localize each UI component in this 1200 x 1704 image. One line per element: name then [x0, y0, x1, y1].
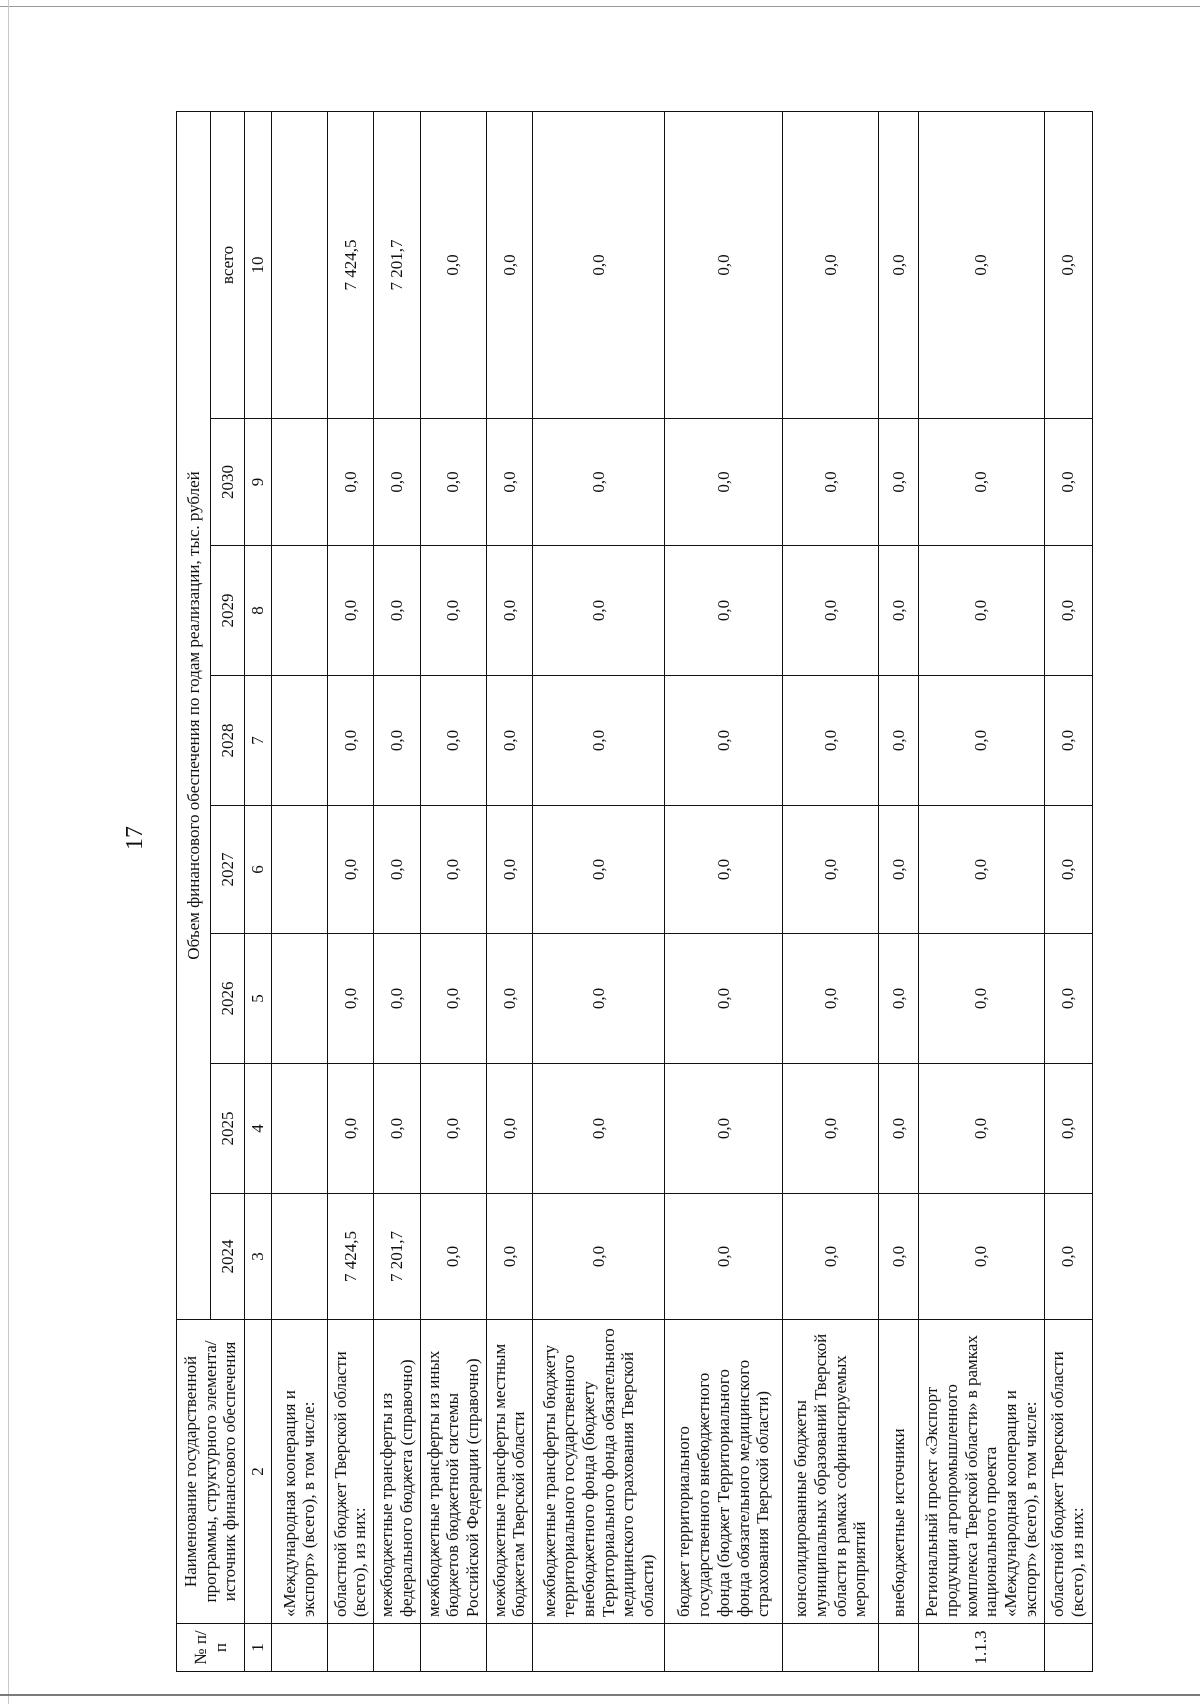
row-value: 0,0 — [533, 546, 665, 676]
row-value: 0,0 — [533, 934, 665, 1064]
table-row — [919, 111, 1044, 1671]
table-row — [533, 111, 665, 1671]
row-value: 0,0 — [327, 934, 373, 1064]
row-value: 0,0 — [783, 546, 879, 676]
row-value: 0,0 — [665, 111, 783, 418]
row-value: 0,0 — [783, 419, 879, 546]
row-value: 7 424,5 — [327, 1194, 373, 1320]
row-number — [665, 1624, 783, 1672]
row-value: 0,0 — [783, 934, 879, 1064]
table-row — [271, 111, 327, 1671]
header-year: 2028 — [211, 676, 245, 806]
row-value: 0,0 — [783, 806, 879, 934]
row-number: 1.1.3 — [919, 1624, 1044, 1672]
row-value: 0,0 — [486, 1064, 532, 1194]
page-number: 17 — [122, 826, 148, 850]
page-edge-left — [8, 0, 9, 1704]
page-edge-bottom — [0, 1694, 1200, 1696]
row-number — [420, 1624, 486, 1672]
header-total: всего — [211, 111, 245, 418]
row-value: 0,0 — [533, 419, 665, 546]
row-name: внебюджетные источники — [879, 1320, 919, 1624]
row-value: 0,0 — [879, 111, 919, 418]
row-number — [1044, 1624, 1092, 1672]
row-value: 0,0 — [665, 1064, 783, 1194]
row-value: 0,0 — [783, 1194, 879, 1320]
row-value — [271, 806, 327, 934]
row-value: 0,0 — [533, 1194, 665, 1320]
row-value: 7 201,7 — [374, 1194, 420, 1320]
row-value: 0,0 — [533, 111, 665, 418]
row-value: 0,0 — [1044, 934, 1092, 1064]
row-value: 0,0 — [533, 676, 665, 806]
header-year: 2030 — [211, 419, 245, 546]
row-value: 0,0 — [1044, 1194, 1092, 1320]
row-number — [879, 1624, 919, 1672]
column-index: 3 — [245, 1194, 272, 1320]
row-value: 0,0 — [1044, 111, 1092, 418]
row-number — [374, 1624, 420, 1672]
row-value: 0,0 — [420, 806, 486, 934]
row-name: областной бюджет Тверской области (всего), из них: — [1044, 1320, 1092, 1624]
row-value: 0,0 — [665, 934, 783, 1064]
row-value: 0,0 — [374, 806, 420, 934]
row-value: 0,0 — [374, 1064, 420, 1194]
row-value: 7 424,5 — [327, 111, 373, 418]
row-value: 0,0 — [1044, 419, 1092, 546]
row-value: 0,0 — [879, 419, 919, 546]
table-row — [879, 111, 919, 1671]
row-value: 0,0 — [374, 676, 420, 806]
row-value: 0,0 — [919, 1194, 1044, 1320]
row-value: 0,0 — [665, 806, 783, 934]
row-value — [271, 1064, 327, 1194]
row-value: 0,0 — [374, 419, 420, 546]
column-index: 9 — [245, 419, 272, 546]
table-row — [327, 111, 373, 1671]
row-value: 0,0 — [919, 111, 1044, 418]
row-value: 0,0 — [327, 546, 373, 676]
row-value: 0,0 — [420, 934, 486, 1064]
table-row — [420, 111, 486, 1671]
row-value: 0,0 — [1044, 806, 1092, 934]
row-value: 0,0 — [919, 1064, 1044, 1194]
row-value: 0,0 — [919, 676, 1044, 806]
row-number — [327, 1624, 373, 1672]
row-value: 0,0 — [420, 1064, 486, 1194]
row-value: 0,0 — [486, 934, 532, 1064]
row-value: 0,0 — [783, 1064, 879, 1194]
column-index: 8 — [245, 546, 272, 676]
header-year: 2025 — [211, 1064, 245, 1194]
column-index: 1 — [245, 1624, 272, 1672]
row-value: 0,0 — [420, 1194, 486, 1320]
column-index: 10 — [245, 111, 272, 418]
column-index: 5 — [245, 934, 272, 1064]
row-value: 0,0 — [374, 934, 420, 1064]
row-value: 0,0 — [919, 546, 1044, 676]
row-value: 0,0 — [919, 934, 1044, 1064]
row-value: 0,0 — [1044, 1064, 1092, 1194]
financing-table — [176, 111, 1093, 1672]
header-name: Наименование государственной программы, структурного элемента/источник финансового обеспечения — [177, 1320, 245, 1624]
row-value: 0,0 — [486, 806, 532, 934]
row-value: 0,0 — [486, 546, 532, 676]
row-name: межбюджетные трансферты бюджету территориального государственного внебюджетного фонда (бюджету Территориального фонда обязательного медицинского страхования Тверской области) — [533, 1320, 665, 1624]
header-number: № п/п — [177, 1624, 245, 1672]
table-row — [665, 111, 783, 1671]
row-name: областной бюджет Тверской области (всего), из них: — [327, 1320, 373, 1624]
row-name: бюджет территориального государственного внебюджетного фонда (бюджет Территориального фонда обязательного медицинского страхования Тверской области) — [665, 1320, 783, 1624]
row-value — [271, 419, 327, 546]
row-value: 0,0 — [665, 1194, 783, 1320]
row-value — [271, 676, 327, 806]
header-year: 2027 — [211, 806, 245, 934]
row-value: 0,0 — [420, 111, 486, 418]
header-year: 2029 — [211, 546, 245, 676]
row-value — [271, 546, 327, 676]
table-row — [486, 111, 532, 1671]
row-value: 0,0 — [665, 419, 783, 546]
row-value: 0,0 — [665, 676, 783, 806]
row-value: 0,0 — [879, 1194, 919, 1320]
page-edge-top — [0, 6, 1200, 7]
column-index: 2 — [245, 1320, 272, 1624]
row-value: 0,0 — [919, 419, 1044, 546]
row-name: консолидированные бюджеты муниципальных образований Тверской области в рамках софинансируемых мероприятий — [783, 1320, 879, 1624]
row-value: 0,0 — [783, 111, 879, 418]
row-value: 0,0 — [879, 1064, 919, 1194]
header-year: 2024 — [211, 1194, 245, 1320]
column-index: 4 — [245, 1064, 272, 1194]
row-value: 0,0 — [879, 546, 919, 676]
row-value: 0,0 — [783, 676, 879, 806]
header-group-title: Объем финансового обеспечения по годам реализации, тыс. рублей — [177, 111, 211, 1319]
row-value: 0,0 — [486, 111, 532, 418]
column-index: 7 — [245, 676, 272, 806]
table-row — [1044, 111, 1092, 1671]
row-name: межбюджетные трансферты из иных бюджетов бюджетной системы Российской Федерации (справочно) — [420, 1320, 486, 1624]
table-row — [374, 111, 420, 1671]
row-number — [783, 1624, 879, 1672]
table-row — [783, 111, 879, 1671]
row-value — [271, 111, 327, 418]
row-name: «Международная кооперация и экспорт» (всего), в том числе: — [271, 1320, 327, 1624]
row-name: Региональный проект «Экспорт продукции агропромышленного комплекса Тверской области» в рамках национального проекта «Международная кооперация и экспорт» (всего), в том числе: — [919, 1320, 1044, 1624]
row-value: 0,0 — [533, 806, 665, 934]
row-value: 0,0 — [327, 676, 373, 806]
row-number — [486, 1624, 532, 1672]
row-value: 0,0 — [327, 419, 373, 546]
row-value: 0,0 — [420, 419, 486, 546]
row-value: 0,0 — [327, 1064, 373, 1194]
row-value: 0,0 — [1044, 676, 1092, 806]
row-value: 0,0 — [879, 676, 919, 806]
row-value: 0,0 — [420, 676, 486, 806]
row-value: 0,0 — [486, 1194, 532, 1320]
rotated-table-container — [176, 112, 1087, 1672]
row-name: межбюджетные трансферты из федерального бюджета (справочно) — [374, 1320, 420, 1624]
row-value: 0,0 — [1044, 546, 1092, 676]
row-value: 0,0 — [486, 676, 532, 806]
row-value: 7 201,7 — [374, 111, 420, 418]
row-value: 0,0 — [533, 1064, 665, 1194]
row-number — [271, 1624, 327, 1672]
row-value: 0,0 — [420, 546, 486, 676]
row-value: 0,0 — [879, 934, 919, 1064]
row-value: 0,0 — [486, 419, 532, 546]
row-value — [271, 934, 327, 1064]
row-value: 0,0 — [327, 806, 373, 934]
header-year: 2026 — [211, 934, 245, 1064]
row-value: 0,0 — [879, 806, 919, 934]
row-value: 0,0 — [374, 546, 420, 676]
row-value: 0,0 — [665, 546, 783, 676]
row-value — [271, 1194, 327, 1320]
row-value: 0,0 — [919, 806, 1044, 934]
row-name: межбюджетные трансферты местным бюджетам Тверской области — [486, 1320, 532, 1624]
column-index: 6 — [245, 806, 272, 934]
row-number — [533, 1624, 665, 1672]
